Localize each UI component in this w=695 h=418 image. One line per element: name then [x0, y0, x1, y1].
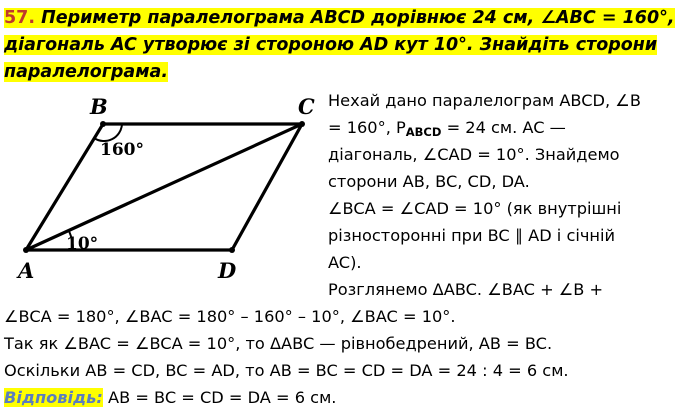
solution-line-6: різносторонні при BC ∥ AD і січній [328, 226, 616, 245]
solution-line-3: діагональ, ∠CAD = 10°. Знайдемо [328, 145, 620, 164]
problem-statement [4, 5, 690, 86]
vertex-c [299, 121, 305, 127]
perimeter-subscript: ABCD [405, 125, 442, 139]
answer-text: AB = BC = CD = DA = 6 см. [102, 388, 337, 407]
label-b: B [90, 94, 108, 119]
parallelogram-figure [8, 88, 324, 288]
answer-line [4, 384, 694, 411]
problem-number: 57. [4, 8, 36, 28]
problem-text: Периметр паралелограма ABCD дорівнює 24 см, ∠ABC = 160°, діагональ AC утворює зі стороною AD кут 10°. Знайдіть сторони паралелограма. [4, 8, 675, 82]
angle-a-label: 10° [66, 234, 99, 254]
vertex-b [100, 121, 106, 127]
solution-line-5: ∠BCA = ∠CAD = 10° (як внутрішні [328, 199, 622, 218]
answer-label: Відповідь: [4, 388, 103, 407]
vertex-a [23, 247, 29, 253]
label-a: A [18, 258, 35, 283]
label-d: D [218, 258, 237, 283]
solution-line-1: Нехай дано паралелограм ABCD, ∠B [328, 91, 641, 110]
solution-line-11: Оскільки AB = CD, BC = AD, то AB = BC = CD = DA = 24 : 4 = 6 см. [4, 361, 569, 380]
solution-line-10: Так як ∠BAC = ∠BCA = 10°, то ΔABC — рівнобедрений, AB = BC. [4, 334, 553, 353]
diagonal-ac [26, 124, 302, 250]
solution-line-8: Розглянемо ΔABC. ∠BAC + ∠B + [328, 280, 604, 299]
label-c: C [298, 94, 315, 119]
solution-line-2: = 160°, PABCD = 24 см. AC — [328, 118, 566, 139]
angle-b-label: 160° [100, 140, 144, 160]
solution-line-4: сторони AB, BC, CD, DA. [328, 172, 530, 191]
vertex-d [229, 247, 235, 253]
solution-line-7: AC). [328, 253, 362, 272]
solution-line-9: ∠BCA = 180°, ∠BAC = 180° – 160° – 10°, ∠BAC = 10°. [4, 307, 456, 326]
